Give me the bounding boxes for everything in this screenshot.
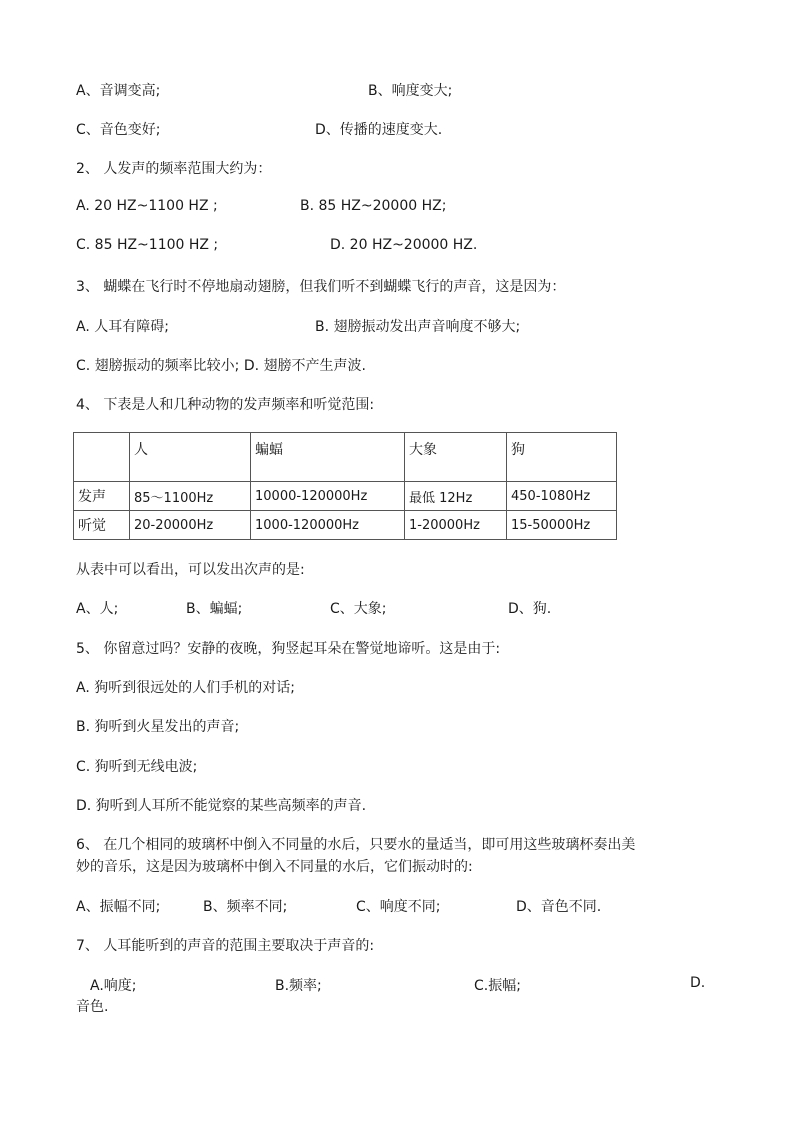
q1-option-a: A、音调变高; [76,83,161,99]
q3-option-cd: C. 翅膀振动的频率比较小; D. 翅膀不产生声波. [76,358,366,374]
q5-option-c: C. 狗听到无线电波; [76,759,198,775]
q1-option-d: D、传播的速度变大. [315,122,443,138]
q4-option-a: A、人; [76,601,119,617]
q7-option-a: A.响度; [90,978,137,994]
q7-option-d-wrap: 音色. [76,999,109,1015]
table-header-cell: 人 [130,433,251,482]
table-header-cell: 蝙蝠 [251,433,405,482]
q1-option-c: C、音色变好; [76,122,161,138]
frequency-table [73,432,617,540]
q5-stem: 5、 你留意过吗？安静的夜晚，狗竖起耳朵在警觉地谛听。这是由于: [76,641,501,657]
table-cell: 1000-120000Hz [251,511,405,540]
q4-option-d: D、狗. [508,601,552,617]
q4-option-b: B、蝙蝠; [186,601,243,617]
q6-stem-line1: 6、 在几个相同的玻璃杯中倒入不同量的水后，只要水的量适当，即可用这些玻璃杯奏出美 [76,837,636,853]
table-header-row [74,433,617,482]
table-header-cell: 狗 [507,433,617,482]
table-row [74,511,617,540]
q6-stem-line2: 妙的音乐，这是因为玻璃杯中倒入不同量的水后，它们振动时的: [76,859,473,875]
table-cell: 10000-120000Hz [251,482,405,511]
table-cell: 1-20000Hz [405,511,507,540]
q2-stem: 2、 人发声的频率范围大约为： [76,161,272,177]
table-cell: 15-50000Hz [507,511,617,540]
table-cell: 最低 12Hz [405,482,507,511]
q2-option-c: C. 85 HZ~1100 HZ ; [76,237,219,253]
q6-option-a: A、振幅不同; [76,899,161,915]
q2-option-b: B. 85 HZ~20000 HZ; [300,198,447,214]
q5-option-a: A. 狗听到很远处的人们手机的对话; [76,680,295,696]
table-row-label: 听觉 [74,511,130,540]
q6-option-c: C、响度不同; [356,899,441,915]
q4-followup: 从表中可以看出，可以发出次声的是: [76,562,305,578]
q7-option-d: D. [690,975,706,991]
q6-option-b: B、频率不同; [203,899,288,915]
q7-option-b: B.频率; [275,978,322,994]
q4-option-c: C、大象; [330,601,387,617]
table-cell: 85～1100Hz [130,482,251,511]
q5-option-d: D. 狗听到人耳所不能觉察的某些高频率的声音. [76,798,367,814]
table-header-cell [74,433,130,482]
q1-option-b: B、响度变大; [368,83,453,99]
q5-option-b: B. 狗听到火星发出的声音; [76,719,240,735]
q6-option-d: D、音色不同. [516,899,602,915]
q3-option-a: A. 人耳有障碍; [76,319,169,335]
table-cell: 450-1080Hz [507,482,617,511]
q3-stem: 3、 蝴蝶在飞行时不停地扇动翅膀，但我们听不到蝴蝶飞行的声音，这是因为： [76,279,566,295]
table-cell: 20-20000Hz [130,511,251,540]
table-row-label: 发声 [74,482,130,511]
table-row [74,482,617,511]
q4-stem: 4、 下表是人和几种动物的发声频率和听觉范围: [76,397,375,413]
q7-stem: 7、 人耳能听到的声音的范围主要取决于声音的: [76,938,375,954]
q2-option-d: D. 20 HZ~20000 HZ. [330,237,478,253]
table-header-cell: 大象 [405,433,507,482]
q3-option-b: B. 翅膀振动发出声音响度不够大; [315,319,521,335]
q2-option-a: A. 20 HZ~1100 HZ ; [76,198,218,214]
q7-option-c: C.振幅; [474,978,521,994]
